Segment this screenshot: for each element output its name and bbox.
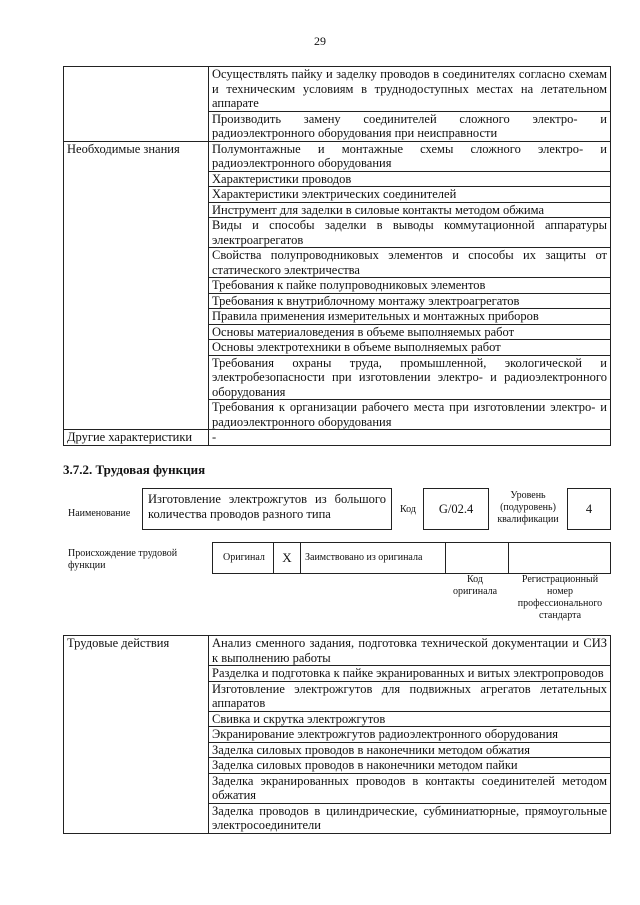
reg-number-label: Регистрационный номер профессионального стандарта — [517, 574, 603, 621]
code-original-cell — [445, 543, 509, 573]
original-label: Оригинал — [223, 552, 265, 563]
page-number: 29 — [314, 34, 326, 48]
row-item: Свойства полупроводниковых элементов и способы их защиты от статического электричества — [209, 248, 611, 278]
row-item: Основы материаловедения в объеме выполняемых работ — [209, 324, 611, 340]
row-label: Другие характеристики — [64, 430, 209, 446]
row-label: Трудовые действия — [64, 636, 209, 834]
table-row — [64, 636, 611, 666]
code-value: G/02.4 — [423, 488, 489, 530]
row-item: Производить замену соединителей сложного электро- и радиоэлектронного оборудования при неисправности — [209, 111, 611, 141]
row-item: Свивка и скрутка электрожгутов — [209, 711, 611, 727]
table-row — [64, 67, 611, 112]
row-item: Основы электротехники в объеме выполняемых работ — [209, 340, 611, 356]
actions-table — [63, 635, 611, 834]
origin-box — [212, 542, 611, 574]
row-item: Полумонтажные и монтажные схемы сложного электро- и радиоэлектронного оборудования — [209, 141, 611, 171]
name-label: Наименование — [68, 508, 131, 519]
row-item: Заделка экранированных проводов в контакты соединителей методом обжатия — [209, 773, 611, 803]
row-item: Экранирование электрожгутов радиоэлектронного оборудования — [209, 727, 611, 743]
table-row — [64, 141, 611, 171]
row-item: Разделка и подготовка к пайке экранированных и витых электропроводов — [209, 666, 611, 682]
row-label — [64, 67, 209, 142]
code-label: Код — [400, 504, 416, 515]
row-item: Заделка силовых проводов в наконечники методом пайки — [209, 758, 611, 774]
row-item: - — [209, 430, 611, 446]
row-item: Характеристики проводов — [209, 171, 611, 187]
row-item: Заделка проводов в цилиндрические, субминиатюрные, прямоугольные электросоединители — [209, 803, 611, 833]
row-item: Требования к пайке полупроводниковых элементов — [209, 278, 611, 294]
row-item: Требования к организации рабочего места при изготовлении электро- и радиоэлектронного оборудования — [209, 400, 611, 430]
row-label: Необходимые знания — [64, 141, 209, 430]
row-item: Характеристики электрических соединителей — [209, 187, 611, 203]
row-item: Осуществлять пайку и заделку проводов в соединителях согласно схемам и техническим условиям в труднодоступных местах на летательном аппарате — [209, 67, 611, 112]
section-title: 3.7.2. Трудовая функция — [63, 462, 206, 477]
table-row — [64, 430, 611, 446]
row-item: Требования охраны труда, промышленной, экологической и электробезопасности при изготовлении электро- и радиоэлектронного оборудования — [209, 355, 611, 400]
code-original-label: Код оригинала — [452, 574, 498, 597]
name-value: Изготовление электрожгутов из большого количества проводов разного типа — [142, 488, 392, 530]
level-value: 4 — [567, 488, 611, 530]
row-item: Требования к внутриблочному монтажу электроагрегатов — [209, 293, 611, 309]
row-item: Заделка силовых проводов в наконечники методом обжатия — [209, 742, 611, 758]
borrowed-label: Заимствовано из оригинала — [305, 552, 423, 563]
level-label: Уровень (подуровень) квалификации — [497, 490, 559, 525]
origin-label: Происхождение трудовой функции — [68, 548, 178, 571]
original-mark: X — [273, 543, 301, 573]
row-item: Анализ сменного задания, подготовка технической документации и СИЗ к выполнению работы — [209, 636, 611, 666]
row-item: Правила применения измерительных и монтажных приборов — [209, 309, 611, 325]
row-item: Виды и способы заделки в выводы коммутационной аппаратуры электроагрегатов — [209, 218, 611, 248]
row-item: Изготовление электрожгутов для подвижных агрегатов летательных аппаратов — [209, 681, 611, 711]
row-item: Инструмент для заделки в силовые контакты методом обжима — [209, 202, 611, 218]
knowledge-table — [63, 66, 611, 446]
